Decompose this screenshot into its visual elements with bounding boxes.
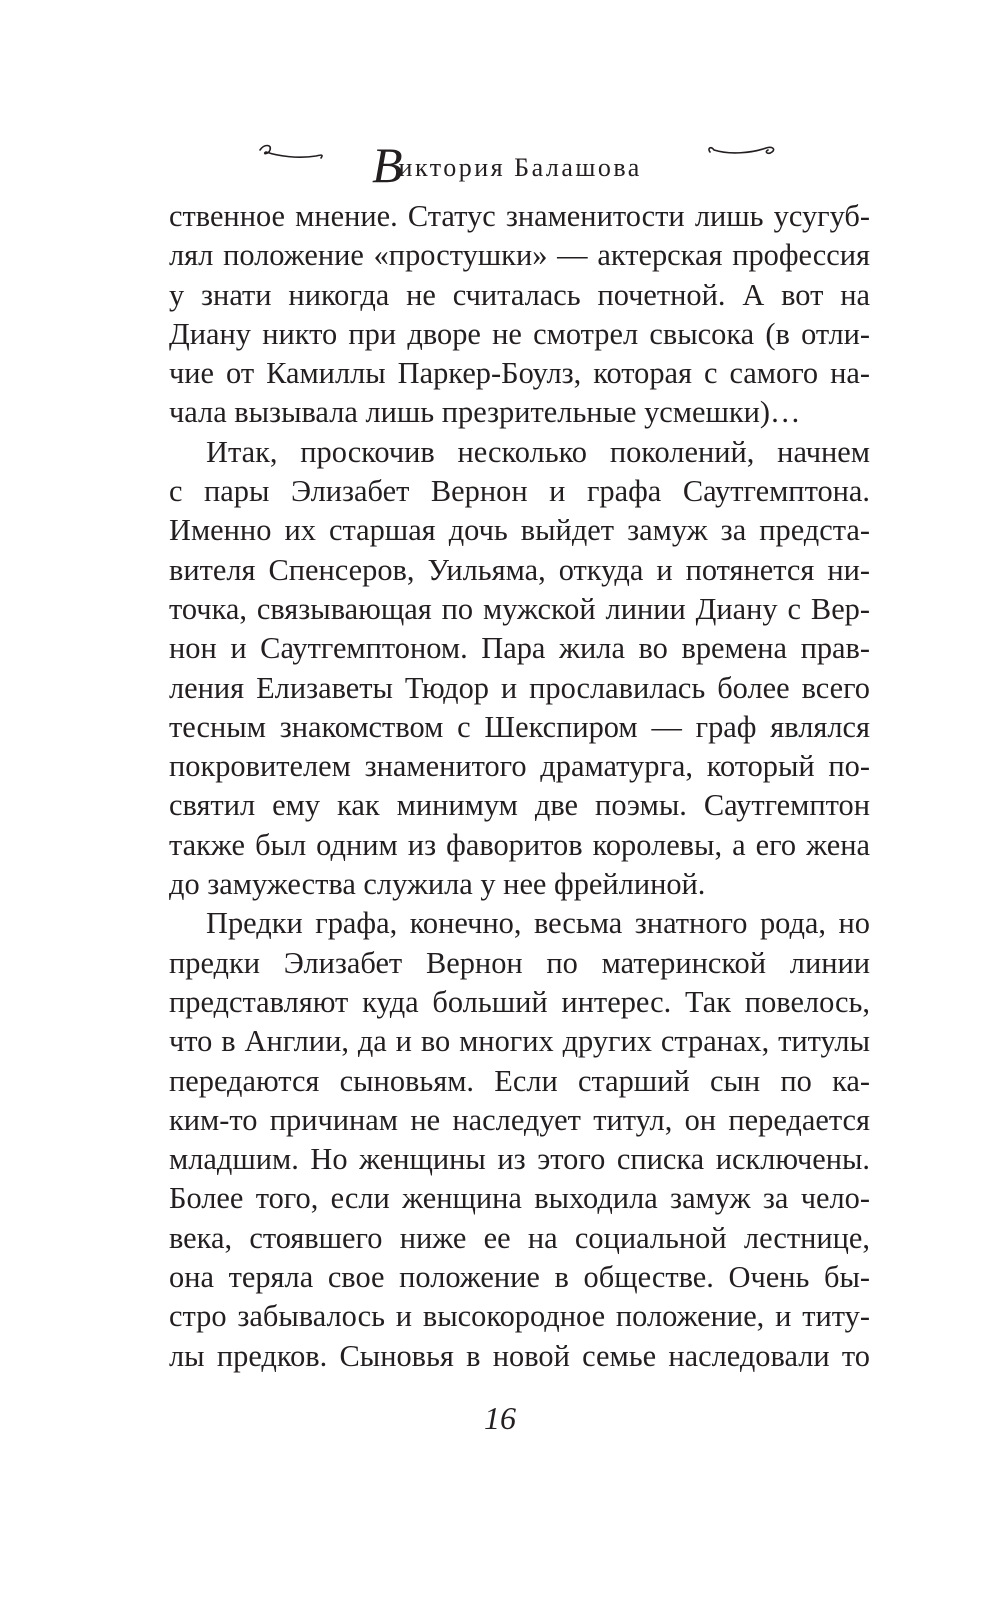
running-header xyxy=(0,132,1000,193)
text-line: вителя Спенсеров, Уильяма, откуда и потянется ни- xyxy=(169,552,870,587)
text-line: также был одним из фаворитов королевы, а его жена xyxy=(169,827,870,862)
text-line: у знати никогда не считалась почетной. А вот на xyxy=(169,277,870,312)
body-text xyxy=(169,197,870,1376)
text-line: покровителем знаменитого драматурга, который по- xyxy=(169,749,870,784)
page-number: 16 xyxy=(484,1400,516,1436)
text-line: точка, связывающая по мужской линии Диану с Вер- xyxy=(169,591,870,626)
text-line: передаются сыновьям. Если старший сын по ка- xyxy=(169,1063,870,1098)
author-name-rest: иктория Балашова xyxy=(398,153,642,182)
text-line: тесным знакомством с Шекспиром — граф являлся xyxy=(169,709,870,744)
text-line: лял положение «простушки» — актерская профессия xyxy=(169,238,870,273)
text-line: Итак, проскочив несколько поколений, начнем xyxy=(206,434,870,469)
text-line: Именно их старшая дочь выйдет замуж за предста- xyxy=(169,513,870,548)
flourish-left-ornament xyxy=(258,142,326,164)
text-line: с пары Элизабет Вернон и графа Саутгемптона. xyxy=(169,474,870,509)
text-line: чие от Камиллы Паркер-Боулз, которая с самого на- xyxy=(169,356,870,391)
text-line: стро забывалось и высокородное положение, и титу- xyxy=(169,1299,870,1334)
text-line: ким-то причинам не наследует титул, он передается xyxy=(169,1102,870,1137)
text-line: века, стоявшего ниже ее на социальной лестнице, xyxy=(169,1220,870,1255)
text-line: святил ему как минимум две поэмы. Саутгемптон xyxy=(169,788,870,823)
text-line: предки Элизабет Вернон по материнской линии xyxy=(169,945,870,980)
text-line: до замужества служила у нее фрейлиной. xyxy=(169,867,706,902)
author-initial: В xyxy=(372,137,403,193)
text-line: Предки графа, конечно, весьма знатного рода, но xyxy=(206,906,870,941)
text-line: представляют куда больший интерес. Так повелось, xyxy=(169,984,870,1019)
text-line: нон и Саутгемптоном. Пара жила во времена прав- xyxy=(169,631,870,666)
text-line: она теряла свое положение в обществе. Очень бы- xyxy=(169,1260,870,1295)
author-name xyxy=(372,136,692,194)
text-line: что в Англии, да и во многих других странах, титулы xyxy=(169,1024,870,1059)
flourish-right-ornament xyxy=(706,142,778,164)
text-line: младшим. Но женщины из этого списка исключены. xyxy=(169,1142,870,1177)
text-line: чала вызывала лишь презрительные усмешки)… xyxy=(169,395,801,430)
text-line: лы предков. Сыновья в новой семье наследовали то xyxy=(169,1338,870,1373)
text-line: ственное мнение. Статус знаменитости лишь усугуб- xyxy=(169,199,870,233)
text-line: Более того, если женщина выходила замуж за чело- xyxy=(169,1181,870,1216)
text-line: ления Елизаветы Тюдор и прославилась более всего xyxy=(169,670,870,705)
text-line: Диану никто при дворе не смотрел свысока (в отли- xyxy=(169,316,870,351)
